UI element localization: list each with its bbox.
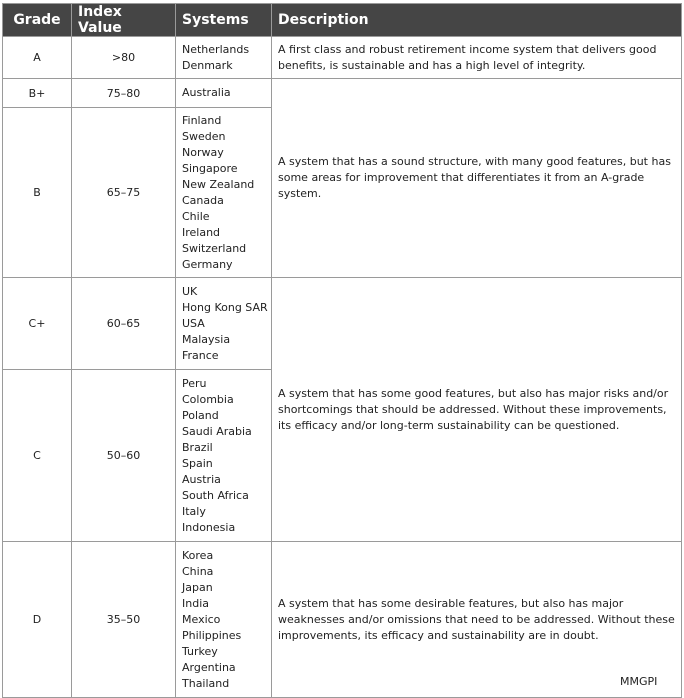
system-name: Argentina bbox=[182, 660, 236, 674]
system-name: Philippines bbox=[182, 628, 242, 642]
index-cell: 50–60 bbox=[72, 370, 176, 542]
index-cell: >80 bbox=[72, 37, 176, 79]
system-name: Malaysia bbox=[182, 332, 231, 346]
system-name: Chile bbox=[182, 209, 210, 223]
header-index-value: Index Value bbox=[72, 4, 176, 37]
header-grade: Grade bbox=[3, 4, 72, 37]
system-name: India bbox=[182, 596, 209, 610]
system-name: Poland bbox=[182, 408, 219, 422]
systems-cell bbox=[176, 37, 272, 79]
system-name: Italy bbox=[182, 504, 206, 518]
system-name: Hong Kong SAR bbox=[182, 300, 268, 314]
grade-cell: A bbox=[3, 37, 72, 79]
system-name: Colombia bbox=[182, 392, 234, 406]
system-name: Australia bbox=[182, 86, 231, 99]
system-name: South Africa bbox=[182, 488, 249, 502]
systems-cell bbox=[176, 79, 272, 108]
system-name: France bbox=[182, 348, 219, 362]
watermark-label: MMGPI bbox=[620, 675, 658, 688]
system-name: Thailand bbox=[182, 676, 230, 690]
system-name: Indonesia bbox=[182, 520, 236, 534]
system-name: New Zealand bbox=[182, 177, 255, 191]
system-name: Switzerland bbox=[182, 241, 247, 255]
index-cell: 65–75 bbox=[72, 108, 176, 278]
header-row bbox=[3, 4, 682, 37]
index-cell: 60–65 bbox=[72, 278, 176, 370]
system-name: USA bbox=[182, 316, 205, 330]
system-name: Austria bbox=[182, 472, 221, 486]
grade-cell: B+ bbox=[3, 79, 72, 108]
system-name: UK bbox=[182, 284, 198, 298]
system-name: Canada bbox=[182, 193, 224, 207]
systems-cell bbox=[176, 542, 272, 698]
grade-table bbox=[2, 3, 682, 698]
system-name: Saudi Arabia bbox=[182, 424, 252, 438]
grade-cell: C bbox=[3, 370, 72, 542]
system-name: Peru bbox=[182, 376, 207, 390]
system-name: Turkey bbox=[182, 644, 218, 658]
system-name: Japan bbox=[182, 580, 213, 594]
system-name: Singapore bbox=[182, 161, 238, 175]
systems-cell bbox=[176, 370, 272, 542]
description-cell: A system that has a sound structure, with many good features, but has some areas for improvement that differentiates it from an A-grade system. bbox=[272, 79, 682, 278]
system-name: Germany bbox=[182, 257, 233, 271]
description-cell: A first class and robust retirement income system that delivers good benefits, is sustainable and has a high level of integrity. bbox=[272, 37, 682, 79]
header-description: Description bbox=[272, 4, 682, 37]
system-name: Netherlands bbox=[182, 42, 250, 56]
description-cell: A system that has some good features, but also has major risks and/or shortcomings that should be addressed. Without these improvements, its efficacy and/or long-term sustainability can be questioned. bbox=[272, 278, 682, 542]
system-name: Spain bbox=[182, 456, 213, 470]
description-cell: A system that has some desirable features, but also has major weaknesses and/or omissions that need to be addressed. Without these improvements, its efficacy and sustainability are in doubt. bbox=[272, 542, 682, 698]
system-name: Denmark bbox=[182, 58, 233, 72]
system-name: Norway bbox=[182, 145, 224, 159]
system-name: Finland bbox=[182, 113, 222, 127]
header-systems: Systems bbox=[176, 4, 272, 37]
table-row bbox=[3, 278, 682, 370]
grade-cell: D bbox=[3, 542, 72, 698]
index-cell: 35–50 bbox=[72, 542, 176, 698]
index-cell: 75–80 bbox=[72, 79, 176, 108]
table-row bbox=[3, 37, 682, 79]
system-name: Korea bbox=[182, 548, 214, 562]
system-name: Ireland bbox=[182, 225, 221, 239]
system-name: Sweden bbox=[182, 129, 226, 143]
grade-cell: C+ bbox=[3, 278, 72, 370]
systems-cell bbox=[176, 108, 272, 278]
table-row bbox=[3, 542, 682, 698]
system-name: Brazil bbox=[182, 440, 213, 454]
system-name: China bbox=[182, 564, 214, 578]
system-name: Mexico bbox=[182, 612, 221, 626]
grade-cell: B bbox=[3, 108, 72, 278]
systems-cell bbox=[176, 278, 272, 370]
table-row bbox=[3, 79, 682, 108]
